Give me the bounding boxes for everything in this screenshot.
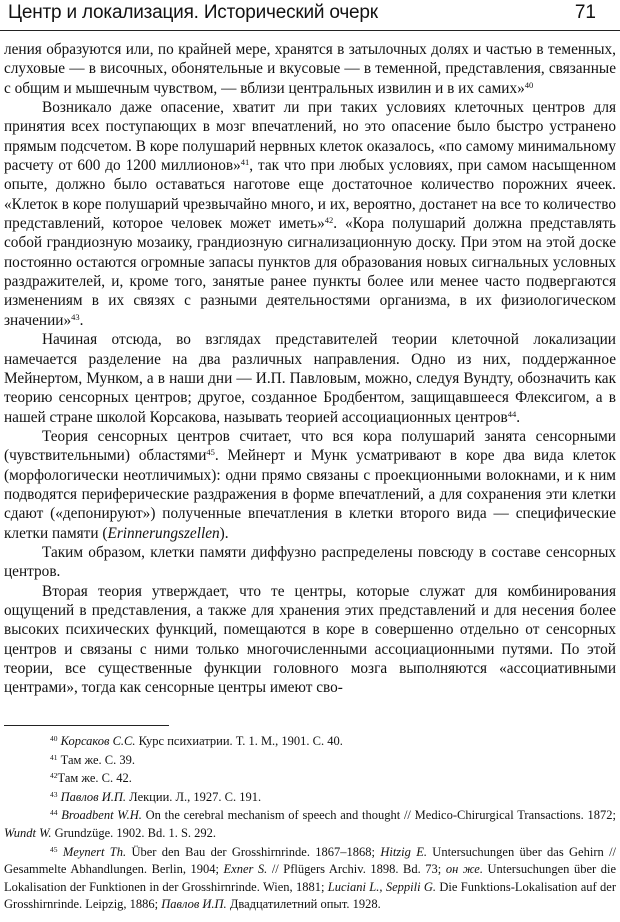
footnote-ref-43[interactable]: 43 — [71, 311, 80, 322]
footnote-41: $^{41}$ Там же. С. 39. — [50, 752, 136, 767]
paragraph-2: Возникало даже опасение, хватит ли при таких условиях клеточных центров для принятия всех поступающих в мозг впечатлений, но это опасение было быстро устранено прямым подсчетом. В коре полушарий нервных клеток оказалось, «по самому минимальному расчету от 600 до 1200 миллионов»$^{41}$, так что при любых условиях, при самом насыщенном опыте, должно было оставаться наготове еще достаточное количество порожних ячеек. «Клеток в коре полушарий чрезвычайно много, и их, вероятно, достанет на все то количество представлений, которое человек может иметь»$^{42}$. «Кора полушарий должна представлять собой грандиозную мозаику, грандиозную сигнализационную доску. При этом на этой доске постоянно остаются огромные запасы пунктов для образования новых сигнальных условных раздражителей, и, кроме того, занятые ранее пункты более или менее часто подвергаются изменениям в их связях с разными деятельностями организма, в их физиологическом значении»$^{43}$. — [4, 99, 616, 329]
running-header — [0, 0, 620, 31]
footnote-40: $^{40}$ Корсаков С.С. Курс психиатрии. Т. 1. М., 1901. С. 40. — [50, 734, 343, 748]
paragraph-4: Теория сенсорных центров считает, что вся кора полушарий занята сенсорными (чувствительными) областями$^{45}$. Мейнерт и Мунк усматривают в коре два вида клеток (морфологически неотличимых): одни прямо связаны с проекционными волокнами, и к ним подводятся периферические раздражения в форме впечатлений, а для сохранения эти клетки сдают («депонируют») полученные впечатления в клетки второго вида — специфические клетки памяти (Erinnerungszellen). — [4, 427, 616, 542]
footnote-ref-45[interactable]: 45 — [206, 447, 215, 458]
paragraph-1: ления образуются или, по крайней мере, хранятся в затылочных долях и частью в теменных, слуховые — в височных, обонятельные и вкусовые — в теменной, представления, связанные с общим и мышечным чувством, — вблизи центральных извилин и в их самих»$^{40}$ — [4, 41, 616, 97]
paragraph-5: Таким образом, клетки памяти диффузно распределены повсюду в составе сенсорных центров. — [4, 543, 616, 581]
footnote-ref-40[interactable]: 40 — [524, 79, 534, 90]
running-title: Центр и локализация. Исторический очерк — [8, 2, 378, 23]
paragraph-6: Вторая теория утверждает, что те центры, которые служат для комбинирования ощущений в представления, а также для хранения этих представлений и для несения более высоких психических функций, помещаются в коре в совершенно отдельно от сенсорных центров и связаны с ними только многочисленными ассоциационными путями. По этой теории, все существенные функции головного мозга выполняются «ассоциативными центрами», тогда как сенсорные центры имеют сво- — [4, 582, 616, 697]
german-term: Erinnerungszellen — [107, 524, 220, 542]
footnote-divider — [4, 725, 169, 726]
footnote-ref-42[interactable]: 42 — [324, 215, 334, 226]
footnote-ref-44[interactable]: 44 — [507, 408, 517, 419]
footnote-43: $^{43}$ Павлов И.П. Лекции. Л., 1927. С. 191. — [50, 789, 262, 804]
paragraph-3: Начиная отсюда, во взглядах представителей теории клеточной локализации намечается разделение на два различных направления. Одно из них, поддержанное Мейнертом, Мунком, а в наши дни — И.П. Павловым, можно, следуя Вундту, обозначить как теорию сенсорных центров; другое, созданное Бродбентом, защищавшееся Флексигом, а в нашей стране школой Корсакова, называть теорией ассоциационных центров$^{44}$. — [4, 331, 616, 426]
main-text — [4, 40, 616, 698]
footnote-45: $^{45}$ Meynert Th. Über den Bau der Grosshirnrinde. 1867–1868; Hitzig E. Untersuchungen über das Gehirn // Gesammelte Abhandlungen. Berlin, 1904; Exner S. // Pflügers Archiv. 1898. Bd. 73; он же. Untersuchungen über die Lokalisation der Funktionen in der Grosshirnrinde. Wien, 1881; Luciani L., Seppili G. Die Funktions-Lokalisation auf der Grosshirnrinde. Leipzig, 1886; Павлов И.П. Двадцатилетний опыт. 1928. — [4, 844, 617, 912]
page-number: 71 — [574, 2, 596, 23]
footnote-44: $^{44}$ Broadbent W.H. On the cerebral mechanism of speech and thought // Medico-Chirurgical Transactions. 1872; Wundt W. Grundzüge. 1902. Bd. 1. S. 292. — [4, 808, 616, 840]
footnote-ref-41[interactable]: 41 — [240, 157, 250, 168]
footnote-42: $^{42}$Там же. С. 42. — [50, 771, 132, 786]
footnotes — [4, 733, 616, 914]
